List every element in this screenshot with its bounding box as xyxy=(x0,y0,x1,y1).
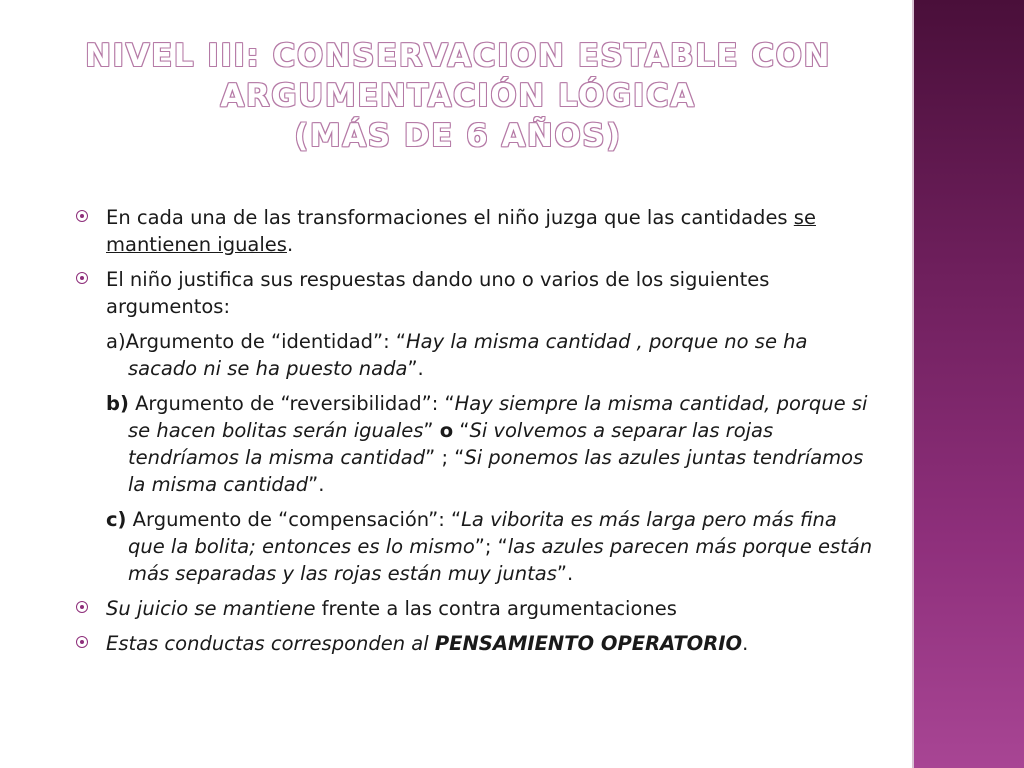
bullet-1-text-end: . xyxy=(286,233,294,256)
sub-b-label: b) xyxy=(106,392,129,415)
slide-title xyxy=(40,36,876,156)
sub-b-mid: ” xyxy=(423,419,440,442)
bullet-1-underlined: se mantienen iguales xyxy=(106,206,816,256)
bullet-icon xyxy=(76,601,88,613)
bullet-icon xyxy=(76,272,88,284)
sub-item-a xyxy=(76,328,876,382)
bullet-4-bold: PENSAMIENTO OPERATORIO xyxy=(434,632,743,655)
sub-b-quote-1: Hay siempre la misma cantidad, porque si se hacen bolitas serán iguales xyxy=(128,392,868,442)
sub-item-b xyxy=(76,390,876,498)
sub-c-sep: ”; “ xyxy=(474,535,508,558)
slide-content xyxy=(76,204,876,665)
sub-b-text: Argumento de “reversibilidad”: “ xyxy=(128,392,455,415)
sub-c-text: Argumento de “compensación”: “ xyxy=(126,508,462,531)
bullet-3-text: frente a las contra argumentaciones xyxy=(315,597,677,620)
bullet-icon xyxy=(76,210,88,222)
title-line-1: NIVEL III: CONSERVACION ESTABLE CON xyxy=(85,38,831,74)
bullet-4-end: . xyxy=(742,632,749,655)
sub-b-quote-2: Si volvemos a separar las rojas tendríamos la misma cantidad xyxy=(128,419,774,469)
sub-b-conj: o xyxy=(439,419,454,442)
sub-b-end: ”. xyxy=(308,473,325,496)
bullet-item-2 xyxy=(76,266,876,320)
decorative-side-bar xyxy=(912,0,1024,768)
title-line-3: (MÁS DE 6 AÑOS) xyxy=(294,118,622,154)
bullet-3-italic: Su juicio se mantiene xyxy=(106,597,316,620)
sub-b-open-2: “ xyxy=(453,419,470,442)
bullet-4-italic: Estas conductas corresponden al xyxy=(106,632,435,655)
bullet-2-text: El niño justifica sus respuestas dando uno o varios de los siguientes argumentos: xyxy=(106,268,770,318)
bullet-icon xyxy=(76,636,88,648)
sub-a-text: Argumento de “identidad”: “ xyxy=(125,330,407,353)
sub-a-end: ”. xyxy=(407,357,424,380)
sub-c-quote-1: La viborita es más larga pero más fina que la bolita; entonces es lo mismo xyxy=(128,508,837,558)
sub-b-quote-3: Si ponemos las azules juntas tendríamos la misma cantidad xyxy=(128,446,864,496)
sub-item-c xyxy=(76,506,876,587)
sub-c-label: c) xyxy=(106,508,127,531)
bullet-1-text-start: En cada una de las transformaciones el niño juzga que las cantidades xyxy=(106,206,794,229)
title-line-2: ARGUMENTACIÓN LÓGICA xyxy=(220,78,696,114)
sub-c-end: ”. xyxy=(556,562,574,585)
bullet-item-1 xyxy=(76,204,876,258)
sub-c-quote-2: las azules parecen más porque están más separadas y las rojas están muy juntas xyxy=(128,535,873,585)
sub-a-quote: Hay la misma cantidad , porque no se ha sacado ni se ha puesto nada xyxy=(128,330,808,380)
sub-a-label: a) xyxy=(106,330,126,353)
bullet-item-4 xyxy=(76,630,876,657)
sub-b-sep: ” ; “ xyxy=(425,446,465,469)
bullet-item-3 xyxy=(76,595,876,622)
